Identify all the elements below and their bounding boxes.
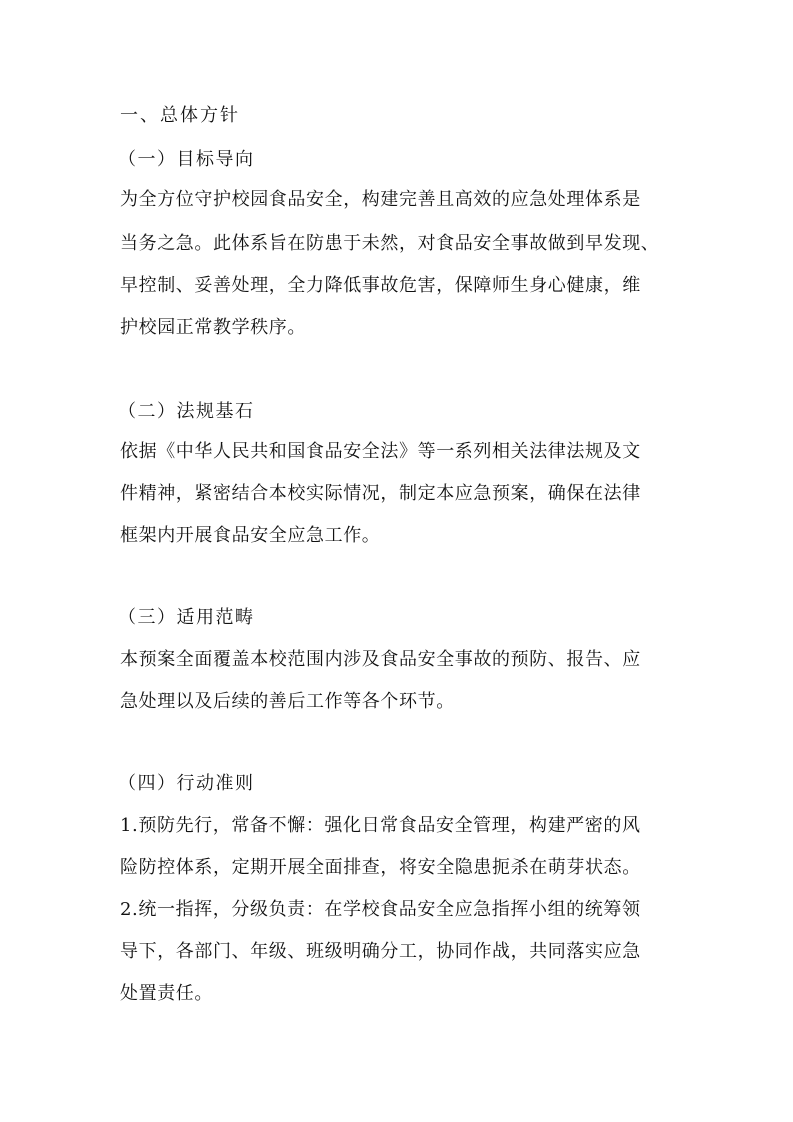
subsection-heading-principles: （四）行动准则 xyxy=(118,773,255,794)
paragraph-line: 当务之急。此体系旨在防患于未然，对食品安全事故做到早发现、 xyxy=(120,233,660,254)
paragraph-line: 件精神，紧密结合本校实际情况，制定本应急预案，确保在法律 xyxy=(120,483,641,504)
paragraph-line: 急处理以及后续的善后工作等各个环节。 xyxy=(120,691,455,712)
subsection-heading-goal: （一）目标导向 xyxy=(118,149,255,170)
paragraph-line: 导下，各部门、年级、班级明确分工，协同作战，共同落实应急 xyxy=(120,941,641,962)
paragraph-line: 处置责任。 xyxy=(120,983,213,1004)
paragraph-line: 1.预防先行，常备不懈：强化日常食品安全管理，构建严密的风 xyxy=(120,815,641,836)
subsection-heading-legal: （二）法规基石 xyxy=(118,401,255,422)
paragraph-line: 为全方位守护校园食品安全，构建完善且高效的应急处理体系是 xyxy=(120,189,641,210)
section-title: 一、总体方针 xyxy=(120,105,240,126)
paragraph-line: 护校园正常教学秩序。 xyxy=(120,317,306,338)
paragraph-line: 本预案全面覆盖本校范围内涉及食品安全事故的预防、报告、应 xyxy=(120,649,641,670)
paragraph-line: 险防控体系，定期开展全面排查，将安全隐患扼杀在萌芽状态。 xyxy=(120,857,641,878)
paragraph-line: 早控制、妥善处理，全力降低事故危害，保障师生身心健康，维 xyxy=(120,275,641,296)
paragraph-line: 2.统一指挥，分级负责：在学校食品安全应急指挥小组的统筹领 xyxy=(120,899,641,920)
paragraph-line: 框架内开展食品安全应急工作。 xyxy=(120,525,381,546)
paragraph-line: 依据《中华人民共和国食品安全法》等一系列相关法律法规及文 xyxy=(120,441,641,462)
subsection-heading-scope: （三）适用范畴 xyxy=(118,607,255,628)
